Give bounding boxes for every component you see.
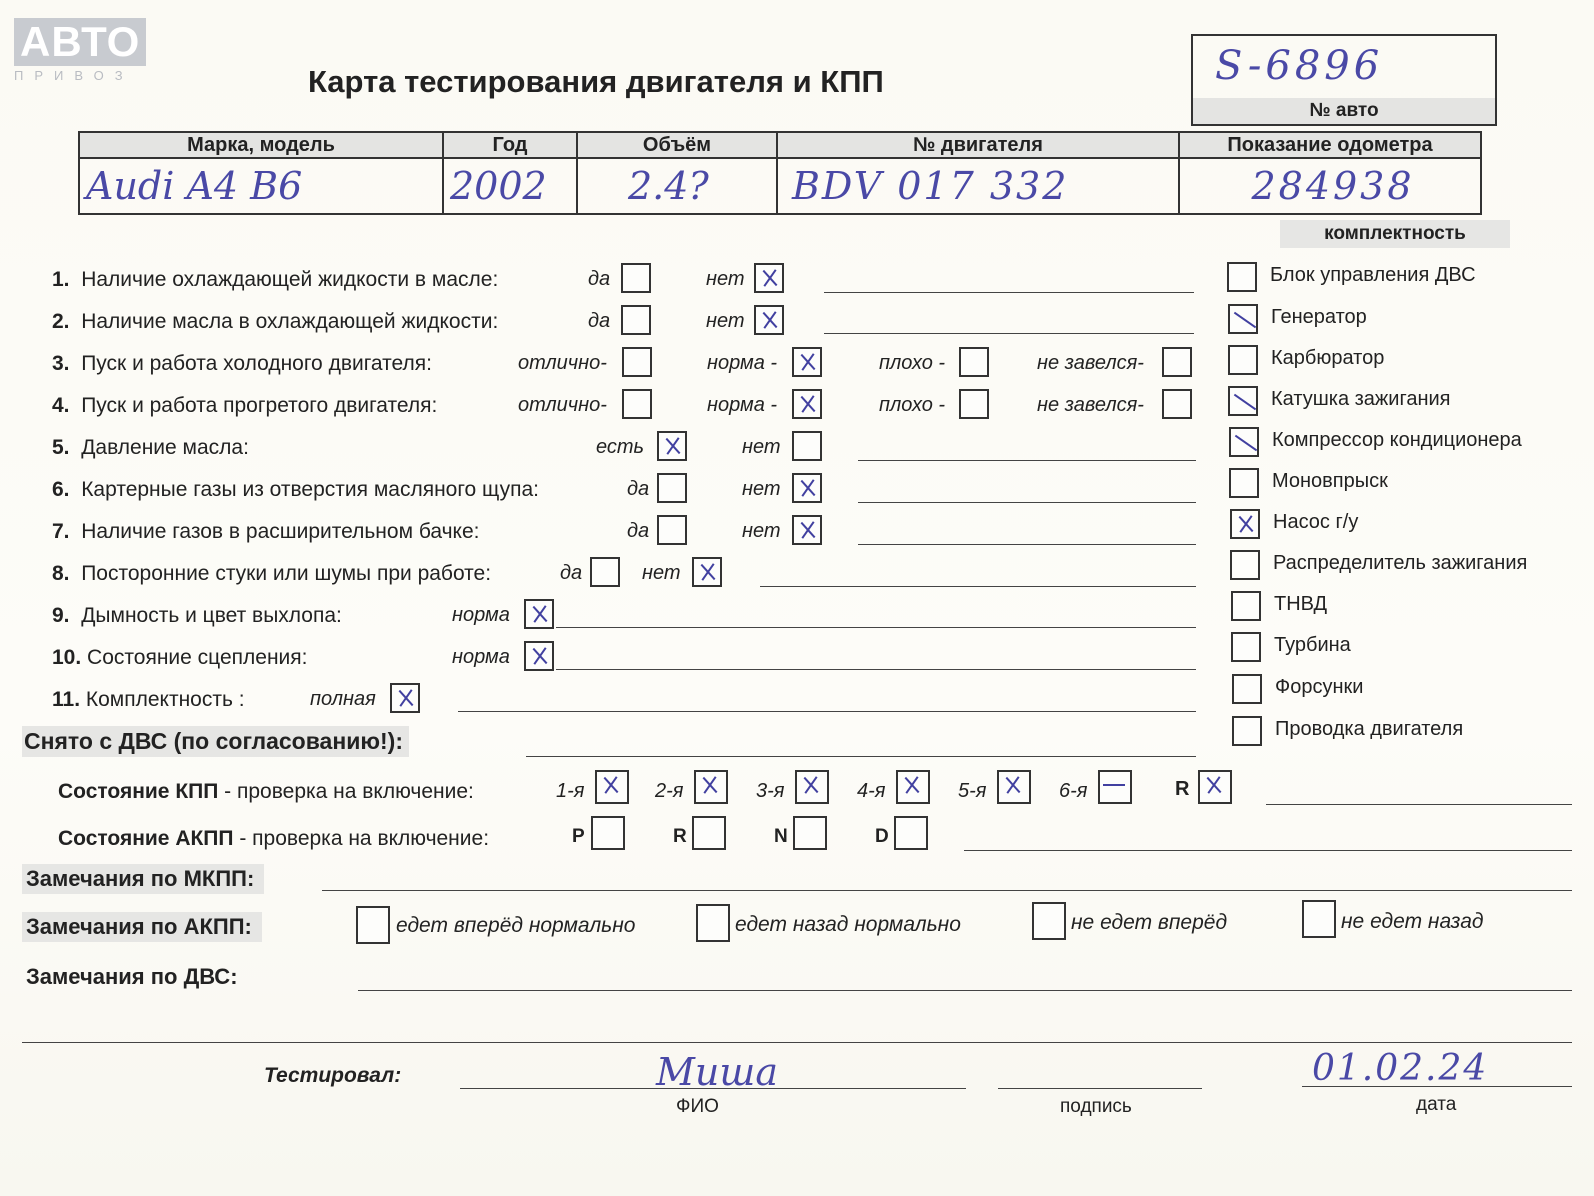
q3-opt-not-started-label: не завелся-	[1037, 352, 1144, 374]
akpp-remark-checkbox-no-backward[interactable]	[1302, 900, 1336, 938]
question-7-number: 7.	[52, 520, 70, 543]
akpp-remark-checkbox-backward-ok[interactable]	[696, 904, 730, 942]
completeness-checkbox-ecu[interactable]	[1227, 262, 1257, 292]
akpp-label-rest: - проверка на включение:	[233, 827, 490, 850]
question-5-text: Давление масла:	[81, 436, 249, 459]
q4-opt-not-started-label: не завелся-	[1037, 394, 1144, 416]
question-11	[52, 688, 245, 712]
q9-note-line	[556, 627, 1196, 628]
remarks-dvs-line-2	[22, 1042, 1572, 1043]
question-2-text: Наличие масла в охлаждающей жидкости:	[81, 310, 499, 333]
completeness-checkbox-carburetor[interactable]	[1228, 345, 1258, 375]
q1-checkbox-yes[interactable]	[621, 263, 651, 293]
kpp-note-line	[1266, 804, 1572, 805]
completeness-checkbox-ac-compressor[interactable]	[1229, 427, 1259, 457]
car-info-table	[78, 131, 1482, 215]
completeness-checkbox-tnvd[interactable]	[1231, 591, 1261, 621]
col-header-volume: Объём	[577, 132, 777, 158]
logo	[14, 18, 146, 83]
akpp-mode-d-checkbox[interactable]	[894, 816, 928, 850]
q3-opt-excellent-label: отлично-	[518, 352, 607, 374]
kpp-gear-1-checkbox[interactable]	[595, 770, 629, 804]
question-7	[52, 520, 480, 544]
completeness-checkbox-engine-wiring[interactable]	[1232, 716, 1262, 746]
tested-by-label: Тестировал:	[264, 1064, 402, 1087]
question-3	[52, 352, 432, 376]
q6-checkbox-no[interactable]	[792, 473, 822, 503]
completeness-label-turbine: Турбина	[1274, 634, 1351, 656]
q7-opt-no-label: нет	[742, 520, 781, 542]
q3-opt-normal-label: норма -	[707, 352, 778, 374]
date-caption: дата	[1416, 1094, 1457, 1115]
completeness-label-tnvd: ТНВД	[1274, 593, 1328, 615]
completeness-label-power-steering-pump: Насос г/у	[1273, 511, 1359, 533]
q3-checkbox-normal[interactable]	[792, 347, 822, 377]
question-4	[52, 394, 437, 418]
q2-checkbox-no[interactable]	[754, 305, 784, 335]
q6-note-line	[858, 502, 1196, 503]
q4-checkbox-excellent[interactable]	[622, 389, 652, 419]
q3-checkbox-not-started[interactable]	[1162, 347, 1192, 377]
kpp-gear-5-checkbox[interactable]	[997, 770, 1031, 804]
akpp-remark-forward-ok-label: едет вперёд нормально	[396, 914, 636, 937]
question-4-number: 4.	[52, 394, 70, 417]
question-2-number: 2.	[52, 310, 70, 333]
question-8	[52, 562, 491, 586]
akpp-mode-n-label: N	[774, 826, 788, 847]
page-title: Карта тестирования двигателя и КПП	[308, 64, 884, 99]
q4-opt-excellent-label: отлично-	[518, 394, 607, 416]
kpp-label	[58, 780, 474, 804]
tester-name: Миша	[656, 1050, 779, 1094]
q11-checkbox-full[interactable]	[390, 683, 420, 713]
question-5	[52, 436, 249, 460]
q8-checkbox-no[interactable]	[692, 557, 722, 587]
q1-opt-yes-label: да	[588, 268, 611, 290]
value-engine-number: BDV 017 332	[777, 158, 1179, 214]
q3-opt-bad-label: плохо -	[879, 352, 946, 374]
akpp-mode-p-label: P	[572, 826, 585, 847]
signature-line	[998, 1088, 1202, 1089]
question-10-text: Состояние сцепления:	[87, 646, 308, 669]
q1-checkbox-no[interactable]	[754, 263, 784, 293]
q7-note-line	[858, 544, 1196, 545]
completeness-label-mono-injection: Моновпрыск	[1272, 470, 1388, 492]
q2-note-line	[824, 333, 1194, 334]
question-7-text: Наличие газов в расширительном бачке:	[81, 520, 480, 543]
signature-caption: подпись	[1060, 1096, 1132, 1117]
q2-checkbox-yes[interactable]	[621, 305, 651, 335]
q10-checkbox-normal[interactable]	[524, 641, 554, 671]
value-odometer: 284938	[1179, 158, 1481, 214]
q6-checkbox-yes[interactable]	[657, 473, 687, 503]
removed-from-engine-label: Снято с ДВС (по согласованию!):	[22, 726, 409, 757]
car-number-value: S-6896	[1215, 43, 1384, 89]
kpp-gear-2-checkbox[interactable]	[694, 770, 728, 804]
value-year: 2002	[443, 158, 577, 214]
date-line	[1302, 1086, 1572, 1087]
q2-opt-yes-label: да	[588, 310, 611, 332]
q4-opt-normal-label: норма -	[707, 394, 778, 416]
question-6-number: 6.	[52, 478, 70, 501]
value-volume: 2.4?	[577, 158, 777, 214]
q4-checkbox-bad[interactable]	[959, 389, 989, 419]
question-8-text: Посторонние стуки или шумы при работе:	[81, 562, 492, 585]
question-6-text: Картерные газы из отверстия масляного щупа:	[81, 478, 539, 501]
kpp-gear-1-label: 1-я	[556, 780, 585, 802]
completeness-label-injectors: Форсунки	[1275, 676, 1364, 698]
q10-opt-normal-label: норма	[452, 646, 510, 668]
question-2	[52, 310, 498, 334]
kpp-gear-3-label: 3-я	[756, 780, 785, 802]
completeness-checkbox-generator[interactable]	[1228, 304, 1258, 334]
question-10-number: 10.	[52, 646, 82, 669]
q11-opt-full-label: полная	[310, 688, 376, 710]
akpp-mode-d-label: D	[875, 826, 889, 847]
completeness-checkbox-injectors[interactable]	[1232, 674, 1262, 704]
akpp-mode-r-label: R	[673, 826, 687, 847]
logo-main-text: АВТО	[14, 18, 146, 66]
value-model: Audi A4 B6	[79, 158, 443, 214]
completeness-title: комплектность	[1280, 220, 1510, 248]
kpp-gear-5-label: 5-я	[958, 780, 987, 802]
fio-line	[460, 1088, 966, 1089]
q8-checkbox-yes[interactable]	[590, 557, 620, 587]
question-1-number: 1.	[52, 268, 70, 291]
q8-opt-no-label: нет	[642, 562, 681, 584]
q11-note-line	[458, 711, 1196, 712]
completeness-label-ac-compressor: Компрессор кондиционера	[1272, 429, 1522, 451]
completeness-checkbox-distributor[interactable]	[1230, 550, 1260, 580]
question-6	[52, 478, 539, 502]
akpp-remark-checkbox-no-forward[interactable]	[1032, 902, 1066, 940]
completeness-checkbox-ignition-coil[interactable]	[1228, 386, 1258, 416]
question-11-text: Комплектность :	[85, 688, 245, 711]
q7-opt-yes-label: да	[627, 520, 650, 542]
akpp-label-bold: Состояние АКПП	[58, 827, 234, 850]
kpp-label-bold: Состояние КПП	[58, 780, 219, 803]
q1-note-line	[824, 292, 1194, 293]
akpp-remark-backward-ok-label: едет назад нормально	[735, 913, 961, 936]
question-3-text: Пуск и работа холодного двигателя:	[81, 352, 432, 375]
question-9-text: Дымность и цвет выхлопа:	[81, 604, 342, 627]
question-11-number: 11.	[52, 688, 81, 711]
q3-checkbox-bad[interactable]	[959, 347, 989, 377]
question-3-number: 3.	[52, 352, 70, 375]
akpp-label	[58, 827, 489, 851]
q8-note-line	[760, 586, 1196, 587]
q8-opt-yes-label: да	[560, 562, 583, 584]
completeness-label-ecu: Блок управления ДВС	[1270, 264, 1476, 286]
kpp-gear-3-checkbox[interactable]	[795, 770, 829, 804]
q5-opt-present-label: есть	[596, 436, 645, 458]
kpp-gear-r-label: R	[1175, 778, 1190, 800]
completeness-checkbox-mono-injection[interactable]	[1229, 468, 1259, 498]
q7-checkbox-yes[interactable]	[657, 515, 687, 545]
q5-checkbox-present[interactable]	[657, 431, 687, 461]
date-value: 01.02.24	[1312, 1048, 1489, 1089]
akpp-remark-no-forward-label: не едет вперёд	[1071, 911, 1228, 934]
question-4-text: Пуск и работа прогретого двигателя:	[81, 394, 438, 417]
kpp-label-rest: - проверка на включение:	[218, 780, 474, 803]
completeness-label-engine-wiring: Проводка двигателя	[1275, 718, 1464, 740]
q1-opt-no-label: нет	[706, 268, 745, 290]
q3-checkbox-excellent[interactable]	[622, 347, 652, 377]
completeness-checkbox-power-steering-pump[interactable]	[1230, 509, 1260, 539]
q6-opt-no-label: нет	[742, 478, 781, 500]
akpp-note-line	[964, 850, 1572, 851]
kpp-gear-6-label: 6-я	[1059, 780, 1088, 802]
removed-note-line	[526, 756, 1196, 757]
question-1-text: Наличие охлаждающей жидкости в масле:	[81, 268, 499, 291]
fio-caption: ФИО	[676, 1096, 719, 1117]
q10-note-line	[556, 669, 1196, 670]
kpp-gear-4-label: 4-я	[857, 780, 886, 802]
car-number-box	[1191, 34, 1497, 100]
remarks-akpp-label: Замечания по АКПП:	[22, 912, 262, 942]
q4-checkbox-normal[interactable]	[792, 389, 822, 419]
car-number-label: № авто	[1191, 98, 1497, 126]
q9-opt-normal-label: норма	[452, 604, 510, 626]
q6-opt-yes-label: да	[627, 478, 650, 500]
kpp-gear-6-checkbox[interactable]	[1098, 770, 1132, 804]
completeness-label-carburetor: Карбюратор	[1271, 347, 1385, 369]
q5-checkbox-absent[interactable]	[792, 431, 822, 461]
kpp-gear-2-label: 2-я	[655, 780, 684, 802]
q9-checkbox-normal[interactable]	[524, 599, 554, 629]
completeness-checkbox-turbine[interactable]	[1231, 632, 1261, 662]
question-9-number: 9.	[52, 604, 70, 627]
question-5-number: 5.	[52, 436, 70, 459]
akpp-mode-n-checkbox[interactable]	[793, 816, 827, 850]
akpp-remark-no-backward-label: не едет назад	[1341, 910, 1484, 933]
q5-note-line	[858, 460, 1196, 461]
akpp-mode-r-checkbox[interactable]	[692, 816, 726, 850]
completeness-label-ignition-coil: Катушка зажигания	[1271, 388, 1451, 410]
col-header-model: Марка, модель	[79, 132, 443, 158]
completeness-label-distributor: Распределитель зажигания	[1273, 552, 1528, 574]
col-header-engine-number: № двигателя	[777, 132, 1179, 158]
question-9	[52, 604, 342, 628]
question-10	[52, 646, 307, 670]
akpp-mode-p-checkbox[interactable]	[591, 816, 625, 850]
q4-opt-bad-label: плохо -	[879, 394, 946, 416]
question-1	[52, 268, 498, 292]
remarks-mkpp-label: Замечания по МКПП:	[22, 864, 264, 894]
question-8-number: 8.	[52, 562, 70, 585]
q4-checkbox-not-started[interactable]	[1162, 389, 1192, 419]
remarks-dvs-label: Замечания по ДВС:	[26, 964, 238, 989]
q2-opt-no-label: нет	[706, 310, 745, 332]
kpp-gear-4-checkbox[interactable]	[896, 770, 930, 804]
kpp-gear-r-checkbox[interactable]	[1198, 770, 1232, 804]
q7-checkbox-no[interactable]	[792, 515, 822, 545]
logo-sub-text: ПРИВОЗ	[14, 68, 134, 83]
completeness-label-generator: Генератор	[1271, 306, 1367, 328]
q5-opt-absent-label: нет	[742, 436, 781, 458]
col-header-odometer: Показание одометра	[1179, 132, 1481, 158]
akpp-remark-checkbox-forward-ok[interactable]	[356, 906, 390, 944]
remarks-mkpp-line	[322, 890, 1572, 891]
remarks-dvs-line	[358, 990, 1572, 991]
col-header-year: Год	[443, 132, 577, 158]
